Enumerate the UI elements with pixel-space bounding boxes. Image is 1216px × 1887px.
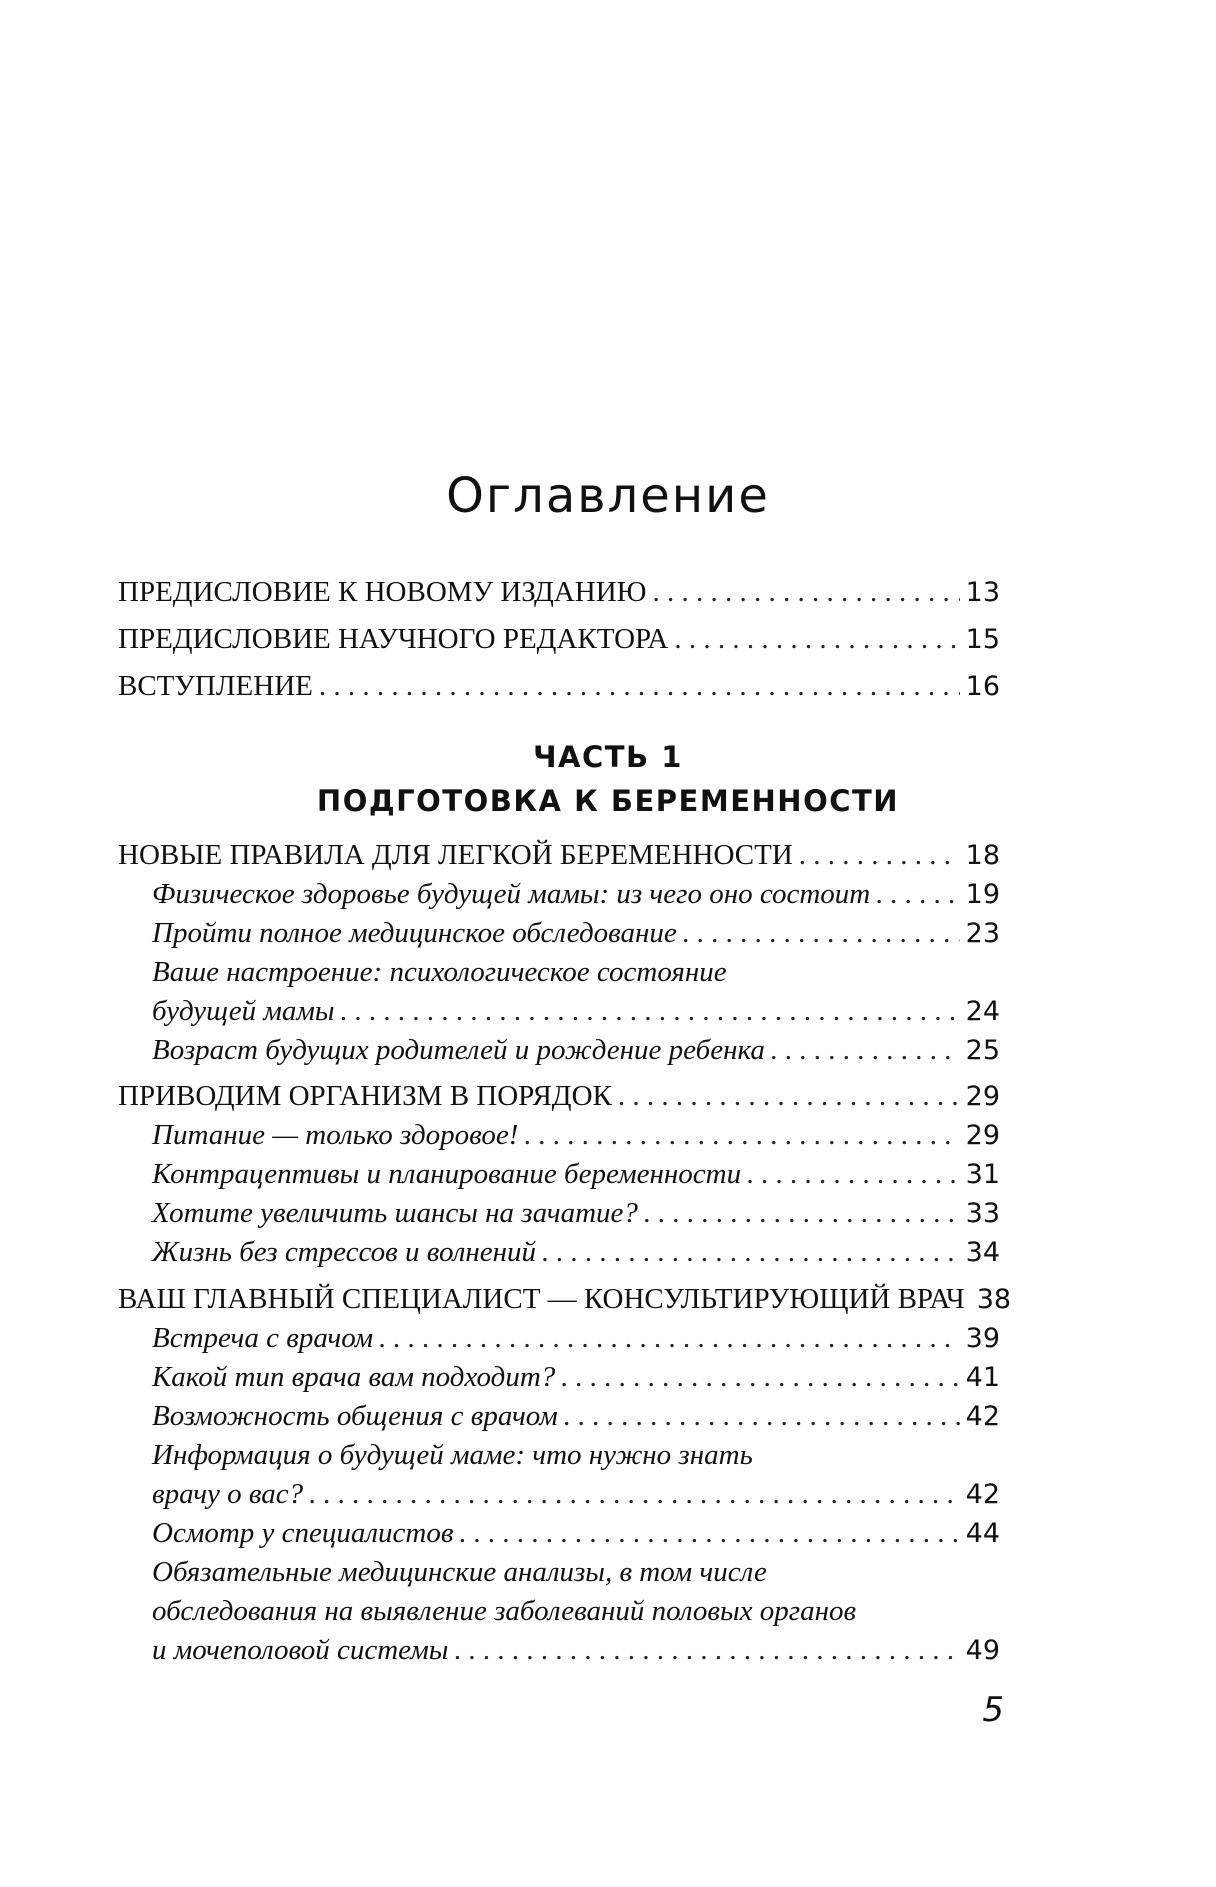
toc-section[interactable]	[152, 1514, 1000, 1552]
toc-page-number: 42	[965, 1479, 1000, 1510]
toc-page-number: 44	[965, 1518, 1000, 1549]
toc-entry-label: и мочеполовой системы	[152, 1634, 449, 1666]
toc-entry-label: будущей мамы	[152, 995, 335, 1027]
toc-section[interactable]	[152, 1116, 1000, 1154]
toc-chapter[interactable]	[118, 1280, 1012, 1318]
leader-dots	[524, 1116, 959, 1154]
toc-section[interactable]	[152, 1194, 1000, 1232]
toc-page-number: 25	[965, 1035, 1000, 1066]
toc-section[interactable]	[152, 1631, 1000, 1669]
leader-dots	[459, 1514, 959, 1552]
toc-page-number: 18	[965, 840, 1000, 871]
toc-section[interactable]	[152, 875, 1000, 913]
toc-page-number: 29	[965, 1120, 1000, 1151]
toc-section[interactable]	[152, 1358, 1000, 1396]
toc-entry-label: ПРЕДИСЛОВИЕ К НОВОМУ ИЗДАНИЮ	[118, 576, 647, 608]
toc-page-number: 16	[965, 671, 1000, 702]
toc-page-number: 42	[965, 1401, 1000, 1432]
part-number-heading: ЧАСТЬ 1	[533, 740, 683, 774]
toc-section-line[interactable]: обследования на выявление заболеваний половых органов	[152, 1595, 857, 1627]
toc-entry-label: Пройти полное медицинское обследование	[152, 917, 677, 949]
toc-entry-label: Физическое здоровье будущей мамы: из чего оно состоит	[152, 878, 871, 910]
leader-dots	[799, 836, 960, 874]
toc-entry-label: ВСТУПЛЕНИЕ	[118, 670, 313, 702]
leader-dots	[618, 1077, 960, 1115]
toc-entry-label: Питание — только здоровое!	[152, 1119, 519, 1151]
toc-entry-label: Жизнь без стрессов и волнений	[152, 1236, 537, 1268]
toc-page-number: 39	[965, 1323, 1000, 1354]
toc-page-number: 15	[965, 624, 1000, 655]
toc-entry-label: ПРИВОДИМ ОРГАНИЗМ В ПОРЯДОК	[118, 1080, 612, 1112]
toc-entry-label: Хотите увеличить шансы на зачатие?	[152, 1197, 638, 1229]
leader-dots	[674, 620, 959, 658]
leader-dots	[341, 992, 960, 1030]
toc-page-number: 24	[965, 996, 1000, 1027]
leader-dots	[771, 1031, 960, 1069]
toc-section[interactable]	[152, 914, 1000, 952]
toc-page-number: 41	[965, 1362, 1000, 1393]
toc-section[interactable]	[152, 1233, 1000, 1271]
toc-section[interactable]	[152, 992, 1000, 1030]
part-title-heading: ПОДГОТОВКА К БЕРЕМЕННОСТИ	[316, 784, 900, 818]
toc-entry-label: Встреча с врачом	[152, 1322, 374, 1354]
toc-entry-label: Какой тип врача вам подходит?	[152, 1361, 556, 1393]
toc-section[interactable]	[152, 1031, 1000, 1069]
toc-entry-label: НОВЫЕ ПРАВИЛА ДЛЯ ЛЕГКОЙ БЕРЕМЕННОСТИ	[118, 839, 793, 871]
toc-section[interactable]	[152, 1397, 1000, 1435]
leader-dots	[309, 1475, 959, 1513]
toc-page-number: 13	[965, 577, 1000, 608]
toc-section[interactable]	[152, 1319, 1000, 1357]
toc-page-number: 49	[965, 1635, 1000, 1666]
toc-entry-label: Возраст будущих родителей и рождение ребенка	[152, 1034, 765, 1066]
leader-dots	[652, 573, 959, 611]
leader-dots	[644, 1194, 960, 1232]
toc-page-number: 19	[965, 879, 1000, 910]
toc-entry[interactable]	[118, 620, 1000, 658]
leader-dots	[542, 1233, 960, 1271]
leader-dots	[561, 1358, 959, 1396]
toc-page-number: 29	[965, 1081, 1000, 1112]
toc-entry[interactable]	[118, 573, 1000, 611]
leader-dots	[564, 1397, 960, 1435]
toc-page-number: 23	[965, 918, 1000, 949]
toc-entry-label: ВАШ ГЛАВНЫЙ СПЕЦИАЛИСТ — КОНСУЛЬТИРУЮЩИЙ ВРАЧ	[118, 1283, 965, 1315]
leader-dots	[454, 1631, 959, 1669]
toc-section[interactable]	[152, 1475, 1000, 1513]
leader-dots	[747, 1155, 960, 1193]
toc-section-line[interactable]: Информация о будущей маме: что нужно знать	[152, 1439, 753, 1471]
toc-entry-label: ПРЕДИСЛОВИЕ НАУЧНОГО РЕДАКТОРА	[118, 623, 669, 655]
toc-entry[interactable]	[118, 667, 1000, 705]
toc-page-number: 31	[965, 1159, 1000, 1190]
toc-page-number: 34	[965, 1237, 1000, 1268]
toc-entry-label: Осмотр у специалистов	[152, 1517, 454, 1549]
leader-dots	[319, 667, 960, 705]
toc-section-line[interactable]: Ваше настроение: психологическое состояние	[152, 956, 727, 988]
toc-entry-label: Возможность общения с врачом	[152, 1400, 558, 1432]
leader-dots	[876, 875, 959, 913]
page-title: Оглавление	[446, 468, 770, 524]
toc-chapter[interactable]	[118, 836, 1000, 874]
toc-entry-label: Контрацептивы и планирование беременности	[152, 1158, 742, 1190]
leader-dots	[683, 914, 960, 952]
toc-page-number: 33	[965, 1198, 1000, 1229]
toc-page-number: 38	[976, 1284, 1012, 1315]
toc-section[interactable]	[152, 1155, 1000, 1193]
leader-dots	[379, 1319, 959, 1357]
toc-section-line[interactable]: Обязательные медицинские анализы, в том числе	[152, 1556, 767, 1588]
toc-entry-label: врачу о вас?	[152, 1478, 304, 1510]
toc-chapter[interactable]	[118, 1077, 1000, 1115]
page-folio: 5	[982, 1690, 1004, 1730]
